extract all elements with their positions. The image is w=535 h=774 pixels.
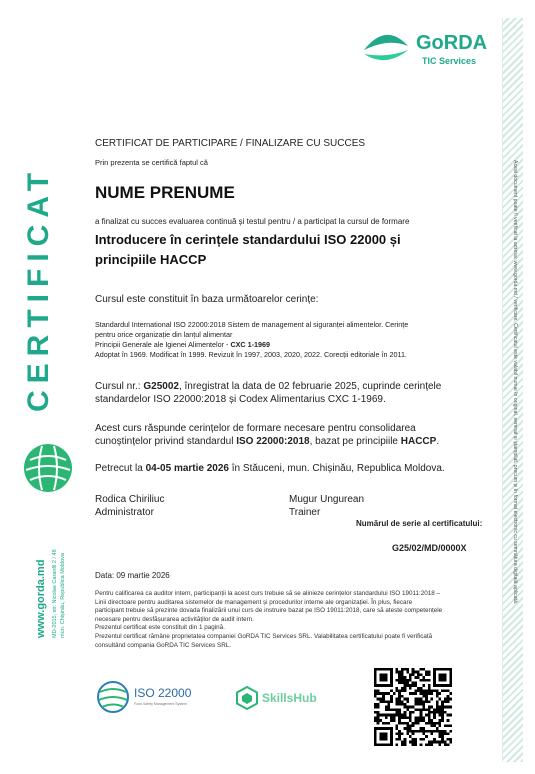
footnote-5: Prezentul certificat este constituit din 1 pagină. — [95, 624, 225, 632]
training-text-c: , bazat pe principiile — [309, 436, 401, 447]
footnote-3: participant trebuie să prezinte dovada finalizării unui curs de instruire bazat pe ISO 19011:2018, care să ateste competențele — [95, 607, 443, 615]
course-title — [95, 230, 401, 270]
signatory-trainer — [289, 493, 364, 519]
svg-text:Acest document poate fi verifi: Acest document poate fi verificat la adresa: www.gorda.md / verificare. Certificatul este valabil numai în original, semnat și ștampilat, precum și în format electronic cu semnătura digitală aplicată. — [512, 160, 518, 605]
svg-text:CERTIFICAT: CERTIFICAT — [22, 165, 55, 412]
requirement-1-line-2: pentru orice organizație din lanțul alimentar — [95, 330, 233, 339]
training-haccp: HACCP — [400, 436, 437, 447]
requirement-2-line-1 — [95, 340, 495, 350]
vertical-certificate-title — [14, 150, 64, 420]
leaf-logo-icon — [360, 28, 412, 68]
left-margin — [0, 0, 12, 774]
course-number-line-2: standardelor ISO 22000:2018 și Codex Alimentarius CXC 1-1969. — [95, 394, 386, 405]
course-number-label: Cursul nr.: — [95, 381, 144, 392]
iso-text: ISO 22000 — [134, 686, 192, 700]
issue-date: Data: 09 martie 2026 — [95, 571, 170, 580]
footnote-1: Pentru calificarea ca auditor intern, participanții la acest curs trebuie să se alinieze cerințelor standardului ISO 19011:2018 – — [95, 590, 441, 597]
training-standard: ISO 22000:2018 — [236, 436, 310, 447]
trainer-role: Trainer — [289, 507, 321, 518]
iso-globe-icon — [96, 680, 130, 714]
completed-text: a finalizat cu succes evaluarea continuă și testul pentru / a participat la cursul de formare — [95, 217, 410, 226]
serial-label: Numărul de serie al certificatului: — [356, 519, 483, 528]
held-text-a: Petrecut la — [95, 463, 146, 474]
footnote-4: necesare pentru desfășurarea activităților de audit intern. — [95, 615, 254, 623]
qr-code-icon — [374, 668, 452, 746]
requirement-1-line-1: Standardul International ISO 22000:2018 Sistem de management al siguranței alimentelor. Cerințe — [95, 320, 409, 329]
course-number-block — [95, 380, 495, 406]
requirement-2-code: CXC 1-1969 — [230, 340, 270, 349]
trainer-name: Mugur Ungurean — [289, 494, 365, 505]
footnote-6: Prezentul certificat rămâne proprietatea companiei GoRDA TIC Services SRL. Valabilitatea certificatului poate fi verificată — [95, 632, 433, 640]
training-line-1: Acest curs răspunde cerințelor de formare necesare pentru consolidarea — [95, 423, 416, 434]
requirements-block — [95, 320, 495, 360]
participant-name: NUME PRENUME — [95, 183, 235, 202]
brand-name: GoRDA — [416, 32, 488, 54]
course-number: G25002 — [143, 381, 179, 392]
requirement-2-text: Principii Generale ale Igienei Alimentelor - — [95, 340, 231, 349]
serial-number: G25/02/MD/0000X — [392, 543, 467, 553]
skillshub-text: SkillsHub — [262, 691, 317, 705]
svg-text:mun. Chișinău, Republica Moldo: mun. Chișinău, Republica Moldova — [60, 553, 66, 638]
course-number-rest: , înregistrat la data de 02 februarie 2025, cuprinde cerințele — [178, 381, 442, 392]
iso-22000-logo — [96, 680, 216, 714]
footnote-2: Linii directoare pentru auditarea sistemelor de management și procedurilor interne ale organizației. În plus, fiecare — [95, 598, 413, 606]
certify-intro: Prin prezenta se certifică faptul că — [95, 158, 208, 167]
held-line — [95, 462, 495, 475]
iso-subtext: Food Safety Management System — [134, 702, 187, 706]
side-contact — [28, 500, 74, 640]
basis-intro: Cursul este constituit în baza următoarelor cerințe: — [95, 294, 319, 305]
held-dates: 04-05 martie 2026 — [145, 463, 229, 474]
certificate-header: CERTIFICAT DE PARTICIPARE / FINALIZARE CU SUCCES — [95, 138, 366, 149]
administrator-name: Rodica Chiriliuc — [95, 494, 165, 505]
administrator-role: Administrator — [95, 507, 154, 518]
requirement-2-line-2: Adoptat în 1969. Modificat în 1999. Revizuit în 1997, 2003, 2020, 2022. Corecții editoriale în 2011. — [95, 350, 407, 359]
right-verification-note — [505, 160, 519, 720]
held-location: în Stăuceni, mun. Chișinău, Republica Moldova. — [229, 463, 445, 474]
gorda-logo — [360, 26, 490, 72]
hexagon-icon — [236, 686, 258, 710]
signatory-administrator — [95, 493, 164, 519]
training-block — [95, 422, 495, 448]
training-line-2 — [95, 435, 495, 448]
training-text-a: cunoștințelor privind standardul — [95, 436, 237, 447]
course-number-line — [95, 380, 495, 393]
svg-text:www.gorda.md: www.gorda.md — [35, 559, 47, 638]
svg-text:MD-2015, str. Nicolae Caranfil: MD-2015, str. Nicolae Caranfil 2 / 48 — [52, 549, 58, 638]
footnote-7: consultând compania GoRDA TIC Services SRL. — [95, 641, 232, 649]
training-text-e: . — [436, 436, 440, 447]
skillshub-logo — [236, 686, 326, 712]
globe-logo-icon — [22, 442, 74, 494]
course-title-line-2: principiile HACCP — [95, 252, 207, 267]
footnotes — [95, 590, 495, 650]
course-title-line-1: Introducere în cerințele standardului ISO 22000 și — [95, 232, 401, 247]
brand-subtitle: TIC Services — [422, 56, 477, 66]
